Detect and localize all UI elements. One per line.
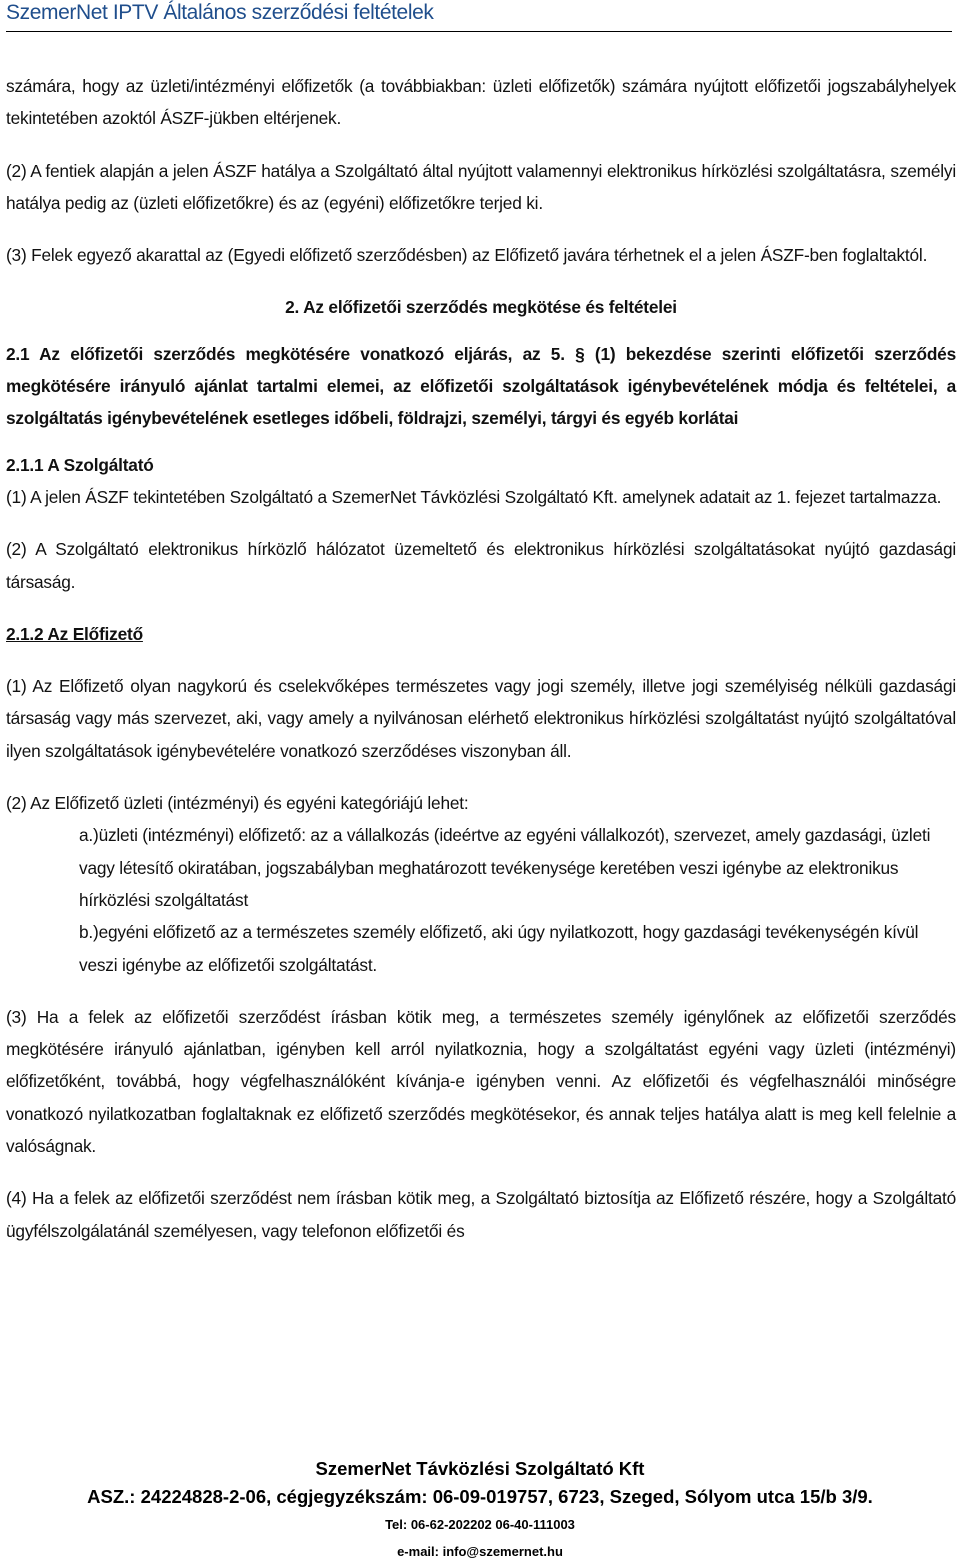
- paragraph: számára, hogy az üzleti/intézményi előfizetők (a továbbiakban: üzleti előfizetők) számára nyújtott előfizetői jogszabályhelyek tekintetében azoktól ÁSZF-jükben eltérjenek.: [6, 76, 956, 129]
- paragraph: (2) A fentiek alapján a jelen ÁSZF hatálya a Szolgáltató által nyújtott valamennyi elektronikus hírközlési szolgáltatásra, személyi hatálya pedig az (üzleti előfizetőkre) és az (egyéni) előfizetőkre terjed ki.: [6, 160, 956, 213]
- paragraph: (1) A jelen ÁSZF tekintetében Szolgáltató a SzemerNet Távközlési Szolgáltató Kft. amelynek adatait az 1. fejezet tartalmazza.: [6, 486, 942, 507]
- footer-email: e-mail: info@szemernet.hu: [397, 1544, 563, 1559]
- paragraph: (2) A Szolgáltató elektronikus hírközlő hálózatot üzemeltető és elektronikus hírközlési szolgáltatásokat nyújtó gazdasági társaság.: [6, 539, 956, 592]
- paragraph: (3) Felek egyező akarattal az (Egyedi előfizető szerződésben) az Előfizető javára térhetnek el a jelen ÁSZF-ben foglaltaktól.: [6, 245, 928, 266]
- header-title: SzemerNet IPTV Általános szerződési feltételek: [6, 1, 434, 24]
- list-item: b.)egyéni előfizető az a természetes személy előfizető, aki úgy nyilatkozott, hogy gazdasági tevékenységén kívül veszi igénybe az előfizetői szolgáltatást.: [79, 922, 919, 975]
- footer-phone: Tel: 06-62-202202 06-40-111003: [385, 1517, 575, 1532]
- subsubsection-heading: 2.1.2 Az Előfizető: [6, 623, 143, 644]
- list-item: a.)üzleti (intézményi) előfizető: az a vállalkozás (ideértve az egyéni vállalkozót), szervezet, amely gazdasági, üzleti vagy létesítő okiratában, jogszabályban meghatározott tevékenysége keretében veszi igénybe az elektronikus hírközlési szolgáltatást: [79, 825, 931, 910]
- section-heading: 2. Az előfizetői szerződés megkötése és feltételei: [285, 297, 677, 318]
- page-footer: [0, 1455, 960, 1563]
- subsubsection-heading: 2.1.1 A Szolgáltató: [6, 454, 154, 475]
- paragraph: (1) Az Előfizető olyan nagykorú és cselekvőképes természetes vagy jogi személy, illetve jogi személyiség nélküli gazdasági társaság vagy más szervezet, aki, vagy amely a nyilvánosan elérhető elektronikus hírközlési szolgáltatást nyújtó szolgáltatóval ilyen szolgáltatások igénybevételére vonatkozó szerződéses viszonyban áll.: [6, 676, 956, 761]
- paragraph: (2) Az Előfizető üzleti (intézményi) és egyéni kategóriájú lehet:: [6, 793, 469, 814]
- document-body: [6, 70, 956, 1247]
- paragraph: (4) Ha a felek az előfizetői szerződést nem írásban kötik meg, a Szolgáltató biztosítja az Előfizető részére, hogy a Szolgáltató ügyfélszolgálatánál személyesen, vagy telefonon előfizetői és: [6, 1188, 956, 1241]
- footer-registration: ASZ.: 24224828-2-06, cégjegyzékszám: 06-09-019757, 6723, Szeged, Sólyom utca 15/b 3/9.: [87, 1486, 873, 1507]
- footer-company: SzemerNet Távközlési Szolgáltató Kft: [315, 1458, 645, 1479]
- paragraph: (3) Ha a felek az előfizetői szerződést írásban kötik meg, a természetes személy igénylőnek az előfizetői szerződés megkötésére irányuló ajánlatban, igényben kell arról nyilatkoznia, hogy a szolgáltatást egyéni vagy üzleti (intézményi) előfizetőként, továbbá, hogy végfelhasználóként kívánja-e igényben venni. Az előfizetői és végfelhasználói minőségre vonatkozó nyilatkozatban foglaltaknak ez előfizető szerződés megkötésekor, és annak teljes hatálya alatt is meg kell felelnie a valóságnak.: [6, 1006, 956, 1157]
- subsection-heading: 2.1 Az előfizetői szerződés megkötésére vonatkozó eljárás, az 5. § (1) bekezdése szerinti előfizetői szerződés megkötésére irányuló ajánlat tartalmi elemei, az előfizetői szolgáltatások igénybevételének módja és feltételei, a szolgáltatás igénybevételének esetleges időbeli, földrajzi, személyi, tárgyi és egyéb korlátai: [6, 343, 956, 429]
- page-header: [6, 0, 952, 32]
